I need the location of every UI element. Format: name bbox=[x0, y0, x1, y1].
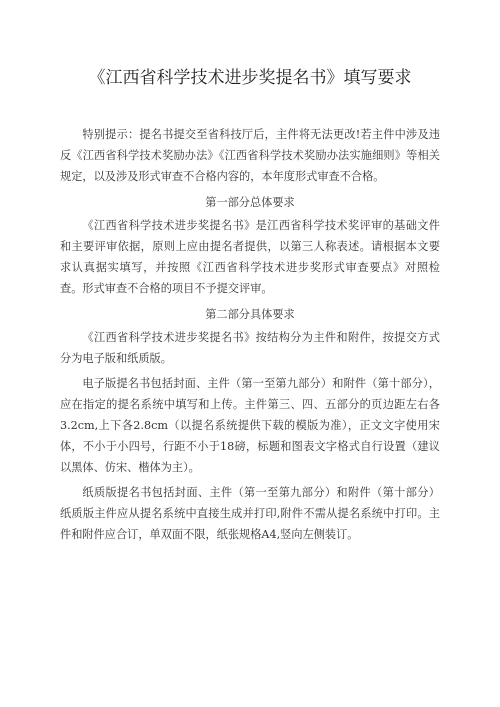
part2-paragraph-electronic: 电子版提名书包括封面、主件（第一至第九部分）和附件（第十部分），应在指定的提名系统中填写和上传。主件第三、四、五部分的页边距左右各3.2cm,上下各2.8cm（以提名系统提供下载的模版为准），正文文字使用宋体，不小于小四号，行距不小于18磅，标题和图表文字格式自行设置（建议以黑体、仿宋、楷体为主）。 bbox=[60, 377, 440, 474]
special-notice-paragraph: 特别提示：提名书提交至省科技厅后，主件将无法更改!若主件中涉及违反《江西省科学技术奖励办法》《江西省科学技术奖励办法实施细则》等相关规定，以及涉及形式审查不合格内容的，本年度形式审查不合格。 bbox=[60, 128, 440, 183]
document-title: 《江西省科学技术进步奖提名书》填写要求 bbox=[88, 68, 412, 88]
part1-paragraph: 《江西省科学技术进步奖提名书》是江西省科学技术奖评审的基础文件和主要评审依据，原则上应由提名者提供，以第三人称表述。请根据本文要求认真据实填写，并按照《江西省科学技术进步奖形式审查要点》对照检查。形式审查不合格的项目不予提交评审。 bbox=[60, 219, 440, 295]
part1-heading: 第一部分总体要求 bbox=[205, 196, 295, 209]
part2-heading: 第二部分具体要求 bbox=[205, 308, 295, 321]
part2-paragraph-structure: 《江西省科学技术进步奖提名书》按结构分为主件和附件，按提交方式分为电子版和纸质版。 bbox=[60, 331, 440, 365]
part2-paragraph-paper: 纸质版提名书包括封面、主件（第一至第九部分）和附件（第十部分）纸质版主件应从提名系统中直接生成并打印,附件不需从提名系统中打印。主件和附件应合订，单双面不限，纸张规格A4,竖向左侧装订。 bbox=[60, 486, 440, 541]
